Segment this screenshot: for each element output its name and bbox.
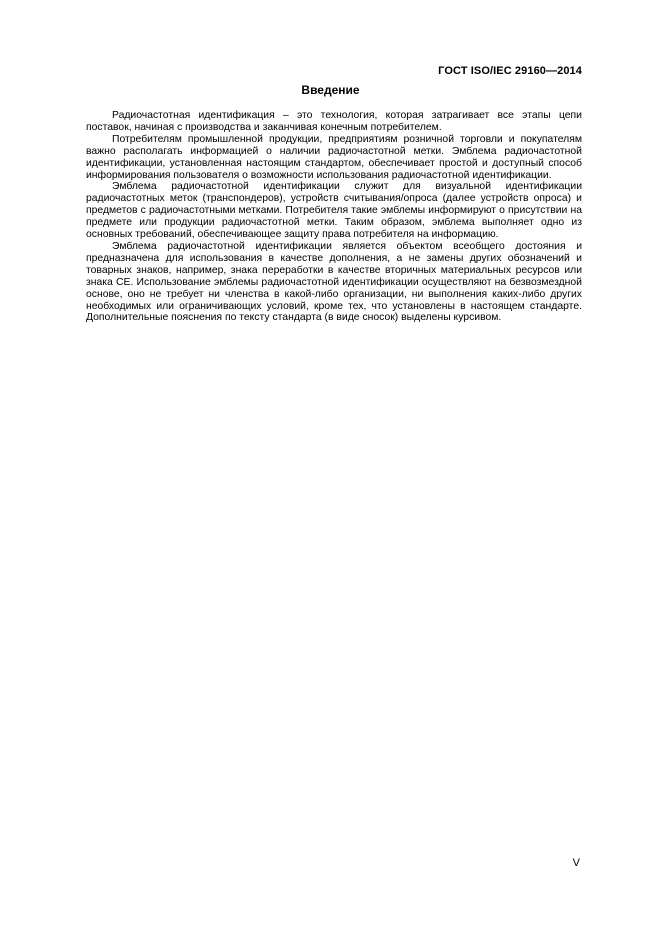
paragraph: Радиочастотная идентификация – это технология, которая затрагивает все этапы цепи поставок, начиная с производства и заканчивая конечным потребителем.: [86, 110, 582, 133]
paragraph: Эмблема радиочастотной идентификации является объектом всеобщего достояния и предназначена для использования в качестве дополнения, а не замены других обозначений и товарных знаков, например, знака переработки в качестве вторичных материальных ресурсов или знака СЕ. Использование эмблемы радиочастотной идентификации осуществляют на безвозмездной основе, оно не требует ни членства в какой-либо организации, ни выполнения каких-либо других необходимых или ограничивающих условий, кроме тех, что установлены в настоящем стандарте. Дополнительные пояснения по тексту стандарта (в виде сносок) выделены курсивом.: [86, 240, 582, 324]
document-code: ГОСТ ISO/IEC 29160—2014: [438, 65, 582, 77]
paragraph: Потребителям промышленной продукции, предприятиям розничной торговли и покупателям важно располагать информацией о наличии радиочастотной метки. Эмблема радиочастотной идентификации, установленная настоящим стандартом, обеспечивает простой и доступный способ информирования пользователя о возможности использования радиочастотной идентификации.: [86, 133, 582, 181]
section-title: Введение: [301, 83, 360, 97]
page-number: V: [572, 857, 580, 869]
paragraph: Эмблема радиочастотной идентификации служит для визуальной идентификации радиочастотных меток (транспондеров), устройств считывания/опроса (далее устройств опроса) и предметов с радиочастотными метками. Потребителя такие эмблемы информируют о присутствии на предмете или продукции радиочастотной метки. Таким образом, эмблема выполняет одно из основных требований, обеспечивающее защиту права потребителя на информацию.: [86, 181, 582, 241]
body-text: [86, 110, 582, 324]
